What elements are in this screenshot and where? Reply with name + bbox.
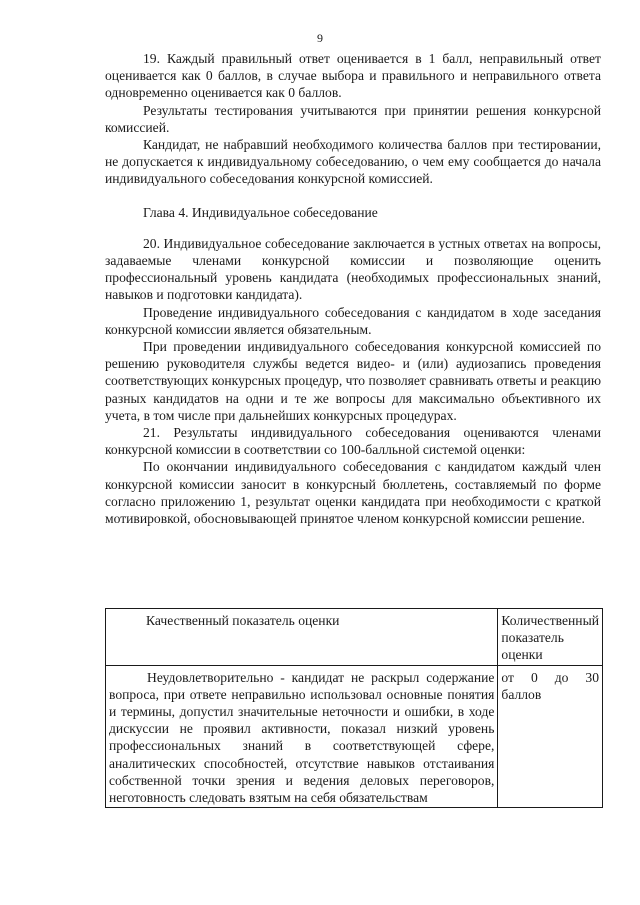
paragraph-candidate-not-admitted: Кандидат, не набравший необходимого количества баллов при тестировании, не допускается к индивидуальному собеседованию, о чем ему сообщается до начала индивидуального собеседования конкурсной комиссией. [105,137,601,187]
paragraph-interview-mandatory: Проведение индивидуального собеседования с кандидатом в ходе заседания конкурсной комиссии является обязательным. [105,304,601,337]
table-header-score: Количественный показатель оценки [498,609,603,666]
document-body [105,50,601,527]
grading-table [105,608,603,808]
table-cell-quality: Неудовлетворительно - кандидат не раскрыл содержание вопроса, при ответе неправильно использовал основные понятия и термины, допустил значительные неточности и ошибки, в ходе дискуссии не проявил активности, показал низкий уровень профессиональных знаний в соответствующей сфере, аналитических способностей, отсутствие навыков отстаивания собственной точки зрения и ведения деловых переговоров, неготовность следовать взятым на себя обязательствам [106,665,498,808]
paragraph-21: 21. Результаты индивидуального собеседования оцениваются членами конкурсной комиссии в соответствии со 100-балльной системой оценки: [105,425,601,458]
page-number: 9 [317,31,323,45]
paragraph-test-results: Результаты тестирования учитываются при принятии решения конкурсной комиссией. [105,102,601,135]
paragraph-ballot: По окончании индивидуального собеседования с кандидатом каждый член конкурсной комиссии заносит в конкурсный бюллетень, составляемый по форме согласно приложению 1, результат оценки кандидата при необходимости с краткой мотивировкой, обосновывающей принятое членом конкурсной комиссии решение. [105,459,601,527]
table-header-row [106,609,603,666]
paragraph-19: 19. Каждый правильный ответ оценивается в 1 балл, неправильный ответ оценивается как 0 баллов, в случае выбора и правильного и неправильного ответа одновременно оценивается как 0 баллов. [105,51,601,101]
table-row [106,665,603,808]
table-cell-score: от 0 до 30 баллов [498,665,603,808]
paragraph-video-recording: При проведении индивидуального собеседования конкурсной комиссией по решению руководителя службы ведется видео- и (или) аудиозапись проведения соответствующих конкурсных процедур, что позволяет сравнивать ответы и реакцию разных кандидатов на одни и те же вопросы для максимально объективного их учета, в том числе при дальнейших конкурсных процедурах. [105,339,601,423]
paragraph-20: 20. Индивидуальное собеседование заключается в устных ответах на вопросы, задаваемые членами конкурсной комиссии и позволяющие оценить профессиональный уровень кандидата (необходимых профессиональных знаний, навыков и подготовки кандидата). [105,235,601,303]
table-header-quality: Качественный показатель оценки [106,609,498,666]
chapter-heading: Глава 4. Индивидуальное собеседование [143,204,378,220]
